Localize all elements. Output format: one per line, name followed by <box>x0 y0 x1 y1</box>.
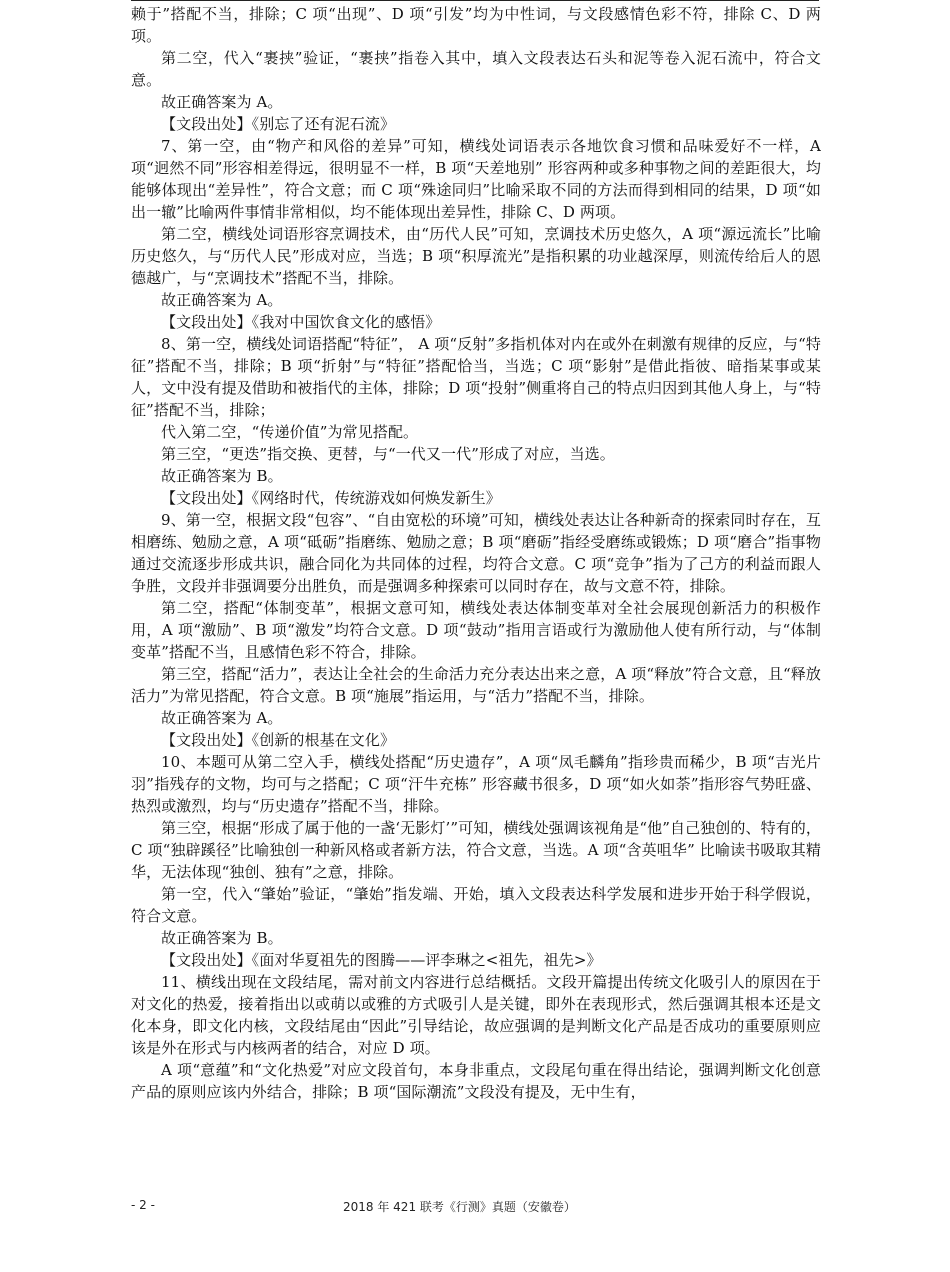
exam-title: 2018 年 421 联考《行测》真题（安徽卷） <box>343 1200 576 1214</box>
body-text <box>131 3 821 1103</box>
page-number: - 2 - <box>131 1198 155 1212</box>
paragraph: 第一空，代入“肇始”验证，“肇始”指发端、开始，填入文段表达科学发展和进步开始于科学假说，符合文意。 <box>131 885 821 925</box>
header-rule <box>131 0 819 1</box>
paragraph: 7、第一空，由“物产和风俗的差异”可知，横线处词语表示各地饮食习惯和品味爱好不一样，A 项“迥然不同”形容相差得远，很明显不一样，B 项“天差地别” 形容两种或多种事物之间的差距很大，均能够体现出“差异性”，符合文意；而 C 项“殊途同归”比喻采取不同的方法而得到相同的结果，D 项“如出一辙”比喻两件事情非常相似，均不能体现出差异性，排除 C、D 两项。 <box>131 137 821 221</box>
source-line: 【文段出处】《网络时代，传统游戏如何焕发新生》 <box>161 489 501 507</box>
answer-line: 故正确答案为 A。 <box>161 291 283 309</box>
answer-line: 故正确答案为 B。 <box>161 467 283 485</box>
paragraph: A 项“意蕴”和“文化热爱”对应文段首句，本身非重点，文段尾句重在得出结论，强调判断文化创意产品的原则应该内外结合，排除；B 项“国际潮流”文段没有提及，无中生有， <box>131 1061 821 1101</box>
paragraph: 第二空，代入“裹挟”验证，“裹挟”指卷入其中，填入文段表达石头和泥等卷入泥石流中，符合文意。 <box>131 49 821 89</box>
answer-line: 故正确答案为 A。 <box>161 93 283 111</box>
source-line: 【文段出处】《别忘了还有泥石流》 <box>161 115 396 133</box>
source-line: 【文段出处】《面对华夏祖先的图腾——评李琳之<祖先，祖先>》 <box>161 951 602 969</box>
answer-line: 故正确答案为 A。 <box>161 709 283 727</box>
paragraph: 赖于”搭配不当，排除；C 项“出现”、D 项“引发”均为中性词，与文段感情色彩不符，排除 C、D 两项。 <box>131 5 821 45</box>
paragraph: 第二空，搭配“体制变革”，根据文意可知，横线处表达体制变革对全社会展现创新活力的积极作用，A 项“激励”、B 项“激发”均符合文意。D 项“鼓动”指用言语或行为激励他人使有所行动，与“体制变革”搭配不当，且感情色彩不符合，排除。 <box>131 599 821 661</box>
paragraph: 8、第一空，横线处词语搭配“特征”， A 项“反射”多指机体对内在或外在刺激有规律的反应，与“特征”搭配不当，排除；B 项“折射”与“特征”搭配恰当，当选；C 项“影射”是借此指彼、暗指某事或某人，文中没有提及借助和被指代的主体，排除；D 项“投射”侧重将自己的特点归因到其他人身上，与“特征”搭配不当，排除； <box>131 335 821 419</box>
paragraph: 代入第二空，“传递价值”为常见搭配。 <box>161 423 419 441</box>
paragraph: 第二空，横线处词语形容烹调技术，由“历代人民”可知，烹调技术历史悠久，A 项“源远流长”比喻历史悠久，与“历代人民”形成对应，当选；B 项“积厚流光”是指积累的功业越深厚，则流传给后人的恩德越广，与“烹调技术”搭配不当，排除。 <box>131 225 821 287</box>
source-line: 【文段出处】《创新的根基在文化》 <box>161 731 396 749</box>
paragraph: 第三空，搭配“活力”，表达让全社会的生命活力充分表达出来之意，A 项“释放”符合文意，且“释放活力”为常见搭配，符合文意。B 项“施展”指运用，与“活力”搭配不当，排除。 <box>131 665 821 705</box>
paragraph: 第三空，“更迭”指交换、更替，与“一代又一代”形成了对应，当选。 <box>161 445 615 463</box>
paragraph: 第三空，根据“形成了属于他的一盏‘无影灯’”可知，横线处强调该视角是“他”自己独创的、特有的，C 项“独辟蹊径”比喻独创一种新风格或者新方法，符合文意，当选。A 项“含英咀华” 比喻读书吸取其精华，无法体现“独创、独有”之意，排除。 <box>131 819 821 881</box>
paragraph: 10、本题可从第二空入手，横线处搭配“历史遗存”，A 项“凤毛麟角”指珍贵而稀少，B 项“吉光片羽”指残存的文物，均可与之搭配；C 项“汗牛充栋” 形容藏书很多，D 项“如火如荼”指形容气势旺盛、热烈或激烈，均与“历史遗存”搭配不当，排除。 <box>131 753 821 815</box>
source-line: 【文段出处】《我对中国饮食文化的感悟》 <box>161 313 441 331</box>
paragraph: 9、第一空，根据文段“包容”、“自由宽松的环境”可知，横线处表达让各种新奇的探索同时存在，互相磨练、勉励之意，A 项“砥砺”指磨练、勉励之意；B 项“磨砺”指经受磨练或锻炼；D 项“磨合”指事物通过交流逐步形成共识，融合同化为共同体的过程，均符合文意。C 项“竞争”指为了己方的利益而跟人争胜，文段并非强调要分出胜负，而是强调多种探索可以同时存在，故与文意不符，排除。 <box>131 511 821 595</box>
answer-line: 故正确答案为 B。 <box>161 929 283 947</box>
paragraph: 11、横线出现在文段结尾，需对前文内容进行总结概括。文段开篇提出传统文化吸引人的原因在于对文化的热爱，接着指出以或萌以或雅的方式吸引人是关键，即外在表现形式，然后强调其根本还是文化本身，即文化内核，文段结尾由“因此”引导结论，故应强调的是判断文化产品是否成功的重要原则应该是外在形式与内核两者的结合，对应 D 项。 <box>131 973 821 1057</box>
page-footer <box>131 1198 819 1218</box>
